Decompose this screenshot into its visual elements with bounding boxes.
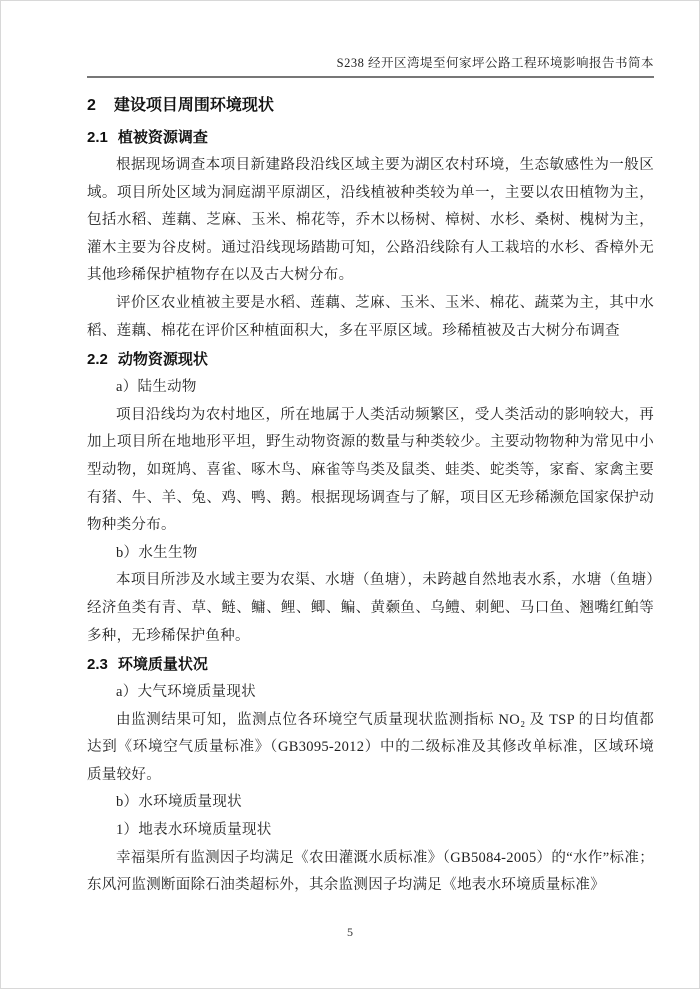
subheading-surface-water-quality: 1）地表水环境质量现状 (116, 822, 272, 839)
section-number-2-2: 2.2 (87, 351, 108, 369)
page-content (87, 87, 654, 900)
section-number-2-1: 2.1 (87, 129, 108, 146)
section-heading-2-1 (87, 123, 654, 152)
section-title-2-3: 环境质量状况 (117, 656, 208, 674)
section-heading-2-2 (87, 345, 654, 374)
paragraph-aquatic-organisms: 本项目所涉及水域主要为农渠、水塘（鱼塘），未跨越自然地表水系，水塘（鱼塘）经济鱼类有青、草、鲢、鳙、鲤、鲫、鳊、黄颡鱼、乌鳢、刺鲃、马口鱼、翘嘴红鲌等多种，无珍稀保护鱼种。 (87, 572, 654, 644)
paragraph-air-quality: 由监测结果可知，监测点位各环境空气质量现状监测指标 NO₂ 及 TSP 的日均值都达到《环境空气质量标准》（GB3095-2012）中的二级标准及其修改单标准，区域环境质量较好。 (87, 711, 654, 783)
chapter-title: 建设项目周围环境现状 (113, 97, 274, 114)
paragraph-agricultural-vegetation: 评价区农业植被主要是水稻、莲藕、芝麻、玉米、玉米、棉花、蔬菜为主，其中水稻、莲藕、棉花在评价区种植面积大，多在平原区域。珍稀植被及古大树分布调查 (87, 294, 654, 339)
section-title-2-2: 动物资源现状 (117, 351, 208, 369)
paragraph-surface-water-quality: 幸福渠所有监测因子均满足《农田灌溉水质标准》（GB5084-2005）的“水作”标准；东风河监测断面除石油类超标外，其余监测因子均满足《地表水环境质量标准》 (87, 849, 654, 894)
section-number-2-3: 2.3 (87, 656, 108, 674)
subheading-terrestrial-animals: a）陆生动物 (116, 379, 197, 396)
paragraph-vegetation-survey: 根据现场调查本项目新建路段沿线区域主要为湖区农村环境，生态敏感性为一般区域。项目所处区域为洞庭湖平原湖区，沿线植被种类较为单一，主要以农田植物为主，包括水稻、莲藕、芝麻、玉米、棉花等，乔木以杨树、樟树、水杉、桑树、槐树为主，灌木主要为谷皮树。通过沿线现场踏勘可知，公路沿线除有人工栽培的水杉、香樟外无其他珍稀保护植物存在以及古大树分布。 (87, 157, 654, 284)
running-header: S238 经开区湾堤至何家坪公路工程环境影响报告书简本 (87, 53, 654, 78)
section-title-2-1: 植被资源调查 (117, 129, 208, 146)
subheading-air-quality: a）大气环境质量现状 (116, 684, 256, 701)
paragraph-terrestrial-animals: 项目沿线均为农村地区，所在地属于人类活动频繁区，受人类活动的影响较大，再加上项目所在地地形平坦，野生动物资源的数量与种类较少。主要动物物种为常见中小型动物，如斑鸠、喜雀、啄木鸟、麻雀等鸟类及鼠类、蛙类、蛇类等，家畜、家禽主要有猪、牛、羊、兔、鸡、鸭、鹅。根据现场调查与了解，项目区无珍稀濒危国家保护动物种类分布。 (87, 406, 654, 534)
subheading-water-quality: b）水环境质量现状 (116, 794, 242, 811)
page-number: 5 (347, 925, 353, 939)
chapter-number: 2 (87, 97, 96, 114)
section-heading-2-3 (87, 650, 654, 679)
subheading-aquatic-organisms: b）水生生物 (116, 544, 198, 561)
chapter-heading (87, 91, 654, 121)
